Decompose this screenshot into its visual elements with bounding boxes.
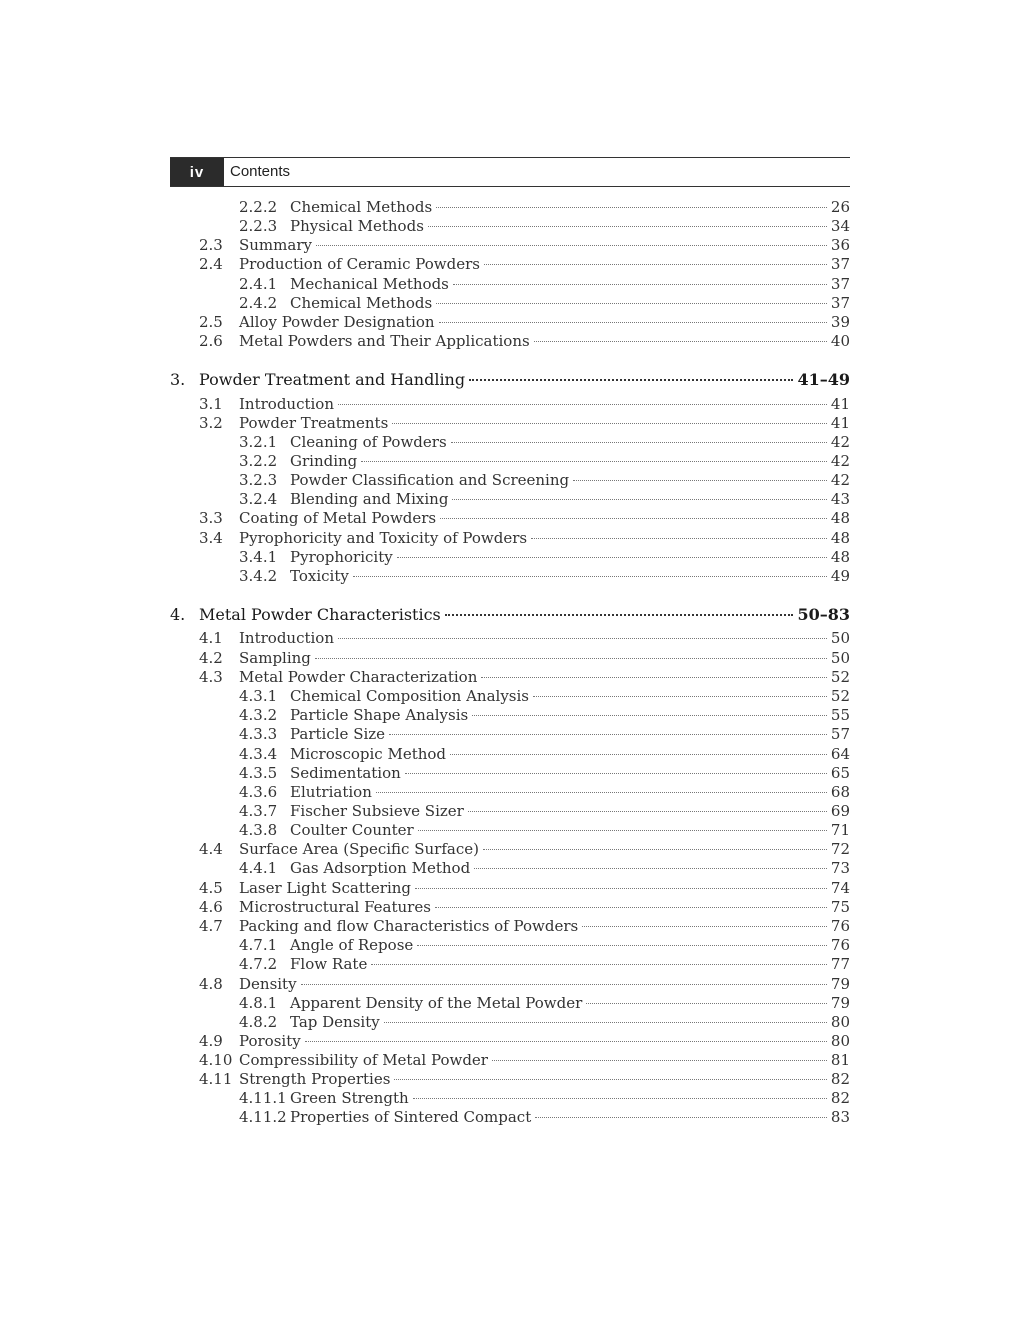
toc-entry[interactable] xyxy=(0,414,1020,433)
toc-entry-number: 2.4.1 xyxy=(239,275,278,293)
toc-entry[interactable] xyxy=(0,649,1020,668)
toc-entry-line xyxy=(290,859,850,878)
toc-entry[interactable] xyxy=(0,198,1020,217)
toc-entry-line xyxy=(290,275,850,294)
toc-entry-page: 41 xyxy=(830,414,850,432)
toc-entry[interactable] xyxy=(0,471,1020,490)
toc-chapter-entry[interactable] xyxy=(0,370,1020,389)
toc-entry-line xyxy=(239,395,850,414)
toc-entry-page: 48 xyxy=(830,529,850,547)
toc-entry-number: 4.6 xyxy=(199,898,223,916)
toc-entry-page: 48 xyxy=(830,548,850,566)
toc-entry-line xyxy=(290,821,850,840)
toc-entry[interactable] xyxy=(0,332,1020,351)
toc-entry-line xyxy=(290,936,850,955)
toc-entry-title: Sedimentation xyxy=(290,764,401,782)
dot-leader xyxy=(316,245,827,246)
dot-leader xyxy=(301,984,827,985)
dot-leader xyxy=(452,499,826,500)
toc-entry-page: 49 xyxy=(830,567,850,585)
toc-entry-number: 4.8 xyxy=(199,975,223,993)
toc-entry-line xyxy=(239,313,850,332)
toc-entry[interactable] xyxy=(0,629,1020,648)
toc-entry-title: Surface Area (Specific Surface) xyxy=(239,840,479,858)
toc-entry-page: 65 xyxy=(830,764,850,782)
toc-entry-line xyxy=(239,629,850,648)
toc-entry-title: Tap Density xyxy=(290,1013,380,1031)
dot-leader xyxy=(305,1041,827,1042)
toc-entry-number: 3.2.1 xyxy=(239,433,278,451)
dot-leader xyxy=(397,557,827,558)
toc-entry-title: Density xyxy=(239,975,297,993)
toc-entry-title: Powder Treatments xyxy=(239,414,389,432)
toc-entry-number: 3.2.2 xyxy=(239,452,278,470)
toc-entry-number: 4.2 xyxy=(199,649,223,667)
toc-entry[interactable] xyxy=(0,859,1020,878)
toc-entry-number: 4.4 xyxy=(199,840,223,858)
toc-entry-page: 26 xyxy=(830,198,850,216)
toc-entry[interactable] xyxy=(0,1089,1020,1108)
toc-entry-number: 3.1 xyxy=(199,395,223,413)
dot-leader xyxy=(418,830,827,831)
toc-entry[interactable] xyxy=(0,879,1020,898)
toc-entry-number: 4.11.1 xyxy=(239,1089,287,1107)
toc-entry-number: 4.3.7 xyxy=(239,802,278,820)
dot-leader xyxy=(415,888,827,889)
toc-entry[interactable] xyxy=(0,936,1020,955)
toc-entry[interactable] xyxy=(0,509,1020,528)
toc-entry-number: 2.2.3 xyxy=(239,217,278,235)
dot-leader xyxy=(338,404,827,405)
dot-leader xyxy=(469,379,793,381)
toc-entry-page: 74 xyxy=(830,879,850,897)
dot-leader xyxy=(436,207,827,208)
toc-entry-title: Gas Adsorption Method xyxy=(290,859,471,877)
toc-entry-line xyxy=(239,879,850,898)
header-title: Contents xyxy=(230,163,291,180)
toc-entry-page: 80 xyxy=(830,1032,850,1050)
toc-entry-title: Alloy Powder Designation xyxy=(239,313,435,331)
toc-entry-page: 55 xyxy=(830,706,850,724)
toc-entry-title: Powder Classification and Screening xyxy=(290,471,570,489)
dot-leader xyxy=(315,658,827,659)
toc-entry-page: 50 xyxy=(830,629,850,647)
toc-entry-title: Introduction xyxy=(239,629,334,647)
toc-entry-title: Metal Powder Characterization xyxy=(239,668,478,686)
toc-entry-title: Mechanical Methods xyxy=(290,275,449,293)
toc-entry-number: 4.3.2 xyxy=(239,706,278,724)
toc-entry-number: 4.3 xyxy=(199,668,223,686)
toc-entry-title: Chemical Composition Analysis xyxy=(290,687,529,705)
toc-entry-page: 80 xyxy=(830,1013,850,1031)
toc-entry-number: 2.4 xyxy=(199,255,223,273)
toc-entry-number: 4.8.2 xyxy=(239,1013,278,1031)
toc-entry-line xyxy=(290,198,850,217)
toc-entry-page: 82 xyxy=(830,1089,850,1107)
toc-entry-title: Particle Shape Analysis xyxy=(290,706,469,724)
toc-entry[interactable] xyxy=(0,490,1020,509)
dot-leader xyxy=(394,1079,826,1080)
toc-entry-page: 69 xyxy=(830,802,850,820)
toc-entry-line xyxy=(290,783,850,802)
dot-leader xyxy=(445,614,794,616)
toc-entry-title: Microstructural Features xyxy=(239,898,431,916)
toc-entry-title: Fischer Subsieve Sizer xyxy=(290,802,464,820)
toc-entry-number: 3.4.1 xyxy=(239,548,278,566)
dot-leader xyxy=(376,792,827,793)
toc-entry-page: 34 xyxy=(830,217,850,235)
toc-entry-number: 4.5 xyxy=(199,879,223,897)
toc-entry[interactable] xyxy=(0,294,1020,313)
toc-entry-title: Chemical Methods xyxy=(290,198,433,216)
dot-leader xyxy=(484,264,827,265)
toc-entry-title: Compressibility of Metal Powder xyxy=(239,1051,488,1069)
toc-entry-title: Pyrophoricity xyxy=(290,548,393,566)
toc-entry[interactable] xyxy=(0,1070,1020,1089)
toc-entry-title: Properties of Sintered Compact xyxy=(290,1108,532,1126)
toc-entry-line xyxy=(290,471,850,490)
toc-entry-title: Porosity xyxy=(239,1032,301,1050)
toc-entry-number: 3.4.2 xyxy=(239,567,278,585)
toc-entry-line xyxy=(239,255,850,274)
toc-entry-page: 81 xyxy=(830,1051,850,1069)
dot-leader xyxy=(439,322,827,323)
toc-entry-line xyxy=(290,802,850,821)
toc-entry-line xyxy=(290,1089,850,1108)
toc-entry-page: 52 xyxy=(830,687,850,705)
toc-entry-page: 42 xyxy=(830,471,850,489)
toc-entry-title: Green Strength xyxy=(290,1089,409,1107)
toc-entry-page: 75 xyxy=(830,898,850,916)
toc-entry-page: 72 xyxy=(830,840,850,858)
toc-entry-page: 39 xyxy=(830,313,850,331)
toc-entry[interactable] xyxy=(0,955,1020,974)
toc-entry-title: Production of Ceramic Powders xyxy=(239,255,480,273)
dot-leader xyxy=(535,1117,827,1118)
toc-entry-line xyxy=(290,1108,850,1127)
toc-entry-page: 79 xyxy=(830,994,850,1012)
dot-leader xyxy=(468,811,827,812)
toc-entry-number: 4.10 xyxy=(199,1051,233,1069)
toc-entry[interactable] xyxy=(0,217,1020,236)
toc-entry-title: Microscopic Method xyxy=(290,745,447,763)
toc-entry-page: 77 xyxy=(830,955,850,973)
toc-entry-line xyxy=(239,1070,850,1089)
toc-entry-number: 4.9 xyxy=(199,1032,223,1050)
toc-chapter-entry[interactable] xyxy=(0,605,1020,624)
toc-entry-line xyxy=(239,649,850,668)
toc-entry-title: Packing and flow Characteristics of Powders xyxy=(239,917,579,935)
toc-entry-number: 4.3.5 xyxy=(239,764,278,782)
toc-entry-number: 4.7.1 xyxy=(239,936,278,954)
dot-leader xyxy=(582,926,827,927)
toc-entry-line xyxy=(239,917,850,936)
toc-entry[interactable] xyxy=(0,1032,1020,1051)
dot-leader xyxy=(472,715,827,716)
toc-entry-page: 50–83 xyxy=(797,605,850,624)
toc-entry-title: Chemical Methods xyxy=(290,294,433,312)
toc-entry[interactable] xyxy=(0,1013,1020,1032)
dot-leader xyxy=(384,1022,827,1023)
toc-entry-page: 52 xyxy=(830,668,850,686)
toc-entry-page: 37 xyxy=(830,255,850,273)
toc-entry-number: 2.3 xyxy=(199,236,223,254)
toc-entry-title: Toxicity xyxy=(290,567,349,585)
toc-entry-page: 36 xyxy=(830,236,850,254)
toc-entry-number: 4.3.8 xyxy=(239,821,278,839)
toc-entry-title: Powder Treatment and Handling xyxy=(199,370,466,389)
toc-entry-line xyxy=(239,414,850,433)
toc-entry-number: 2.5 xyxy=(199,313,223,331)
toc-entry-page: 82 xyxy=(830,1070,850,1088)
toc-entry-title: Cleaning of Powders xyxy=(290,433,447,451)
dot-leader xyxy=(492,1060,827,1061)
dot-leader xyxy=(417,945,827,946)
toc-entry-line xyxy=(290,764,850,783)
toc-entry-title: Metal Powders and Their Applications xyxy=(239,332,530,350)
toc-entry-line xyxy=(290,490,850,509)
toc-entry[interactable] xyxy=(0,994,1020,1013)
toc-entry[interactable] xyxy=(0,236,1020,255)
dot-leader xyxy=(474,868,827,869)
dot-leader xyxy=(338,638,827,639)
toc-entry-page: 42 xyxy=(830,433,850,451)
dot-leader xyxy=(534,341,827,342)
dot-leader xyxy=(586,1003,827,1004)
toc-entry-line xyxy=(290,548,850,567)
page-number-box: iv xyxy=(170,158,224,186)
toc-entry-number: 4.3.3 xyxy=(239,725,278,743)
toc-entry-title: Strength Properties xyxy=(239,1070,391,1088)
dot-leader xyxy=(371,964,827,965)
toc-entry-title: Coulter Counter xyxy=(290,821,414,839)
toc-entry-page: 48 xyxy=(830,509,850,527)
toc-entry-title: Pyrophoricity and Toxicity of Powders xyxy=(239,529,528,547)
toc-entry-line xyxy=(239,332,850,351)
toc-entry-line xyxy=(199,605,850,624)
toc-entry-page: 42 xyxy=(830,452,850,470)
toc-entry-number: 4.11.2 xyxy=(239,1108,287,1126)
toc-entry-line xyxy=(290,955,850,974)
toc-entry-number: 4.1 xyxy=(199,629,223,647)
toc-entry-title: Laser Light Scattering xyxy=(239,879,412,897)
dot-leader xyxy=(405,773,827,774)
toc-entry-title: Particle Size xyxy=(290,725,386,743)
toc-entry-line xyxy=(239,1051,850,1070)
toc-entry-line xyxy=(290,687,850,706)
toc-entry-title: Angle of Repose xyxy=(290,936,414,954)
toc-entry[interactable] xyxy=(0,764,1020,783)
toc-entry-page: 50 xyxy=(830,649,850,667)
toc-entry-title: Sampling xyxy=(239,649,311,667)
toc-entry[interactable] xyxy=(0,452,1020,471)
toc-entry-number: 4.3.6 xyxy=(239,783,278,801)
toc-entry-number: 3.4 xyxy=(199,529,223,547)
toc-entry-number: 4.3.4 xyxy=(239,745,278,763)
running-header xyxy=(170,157,850,187)
toc-entry-title: Coating of Metal Powders xyxy=(239,509,437,527)
toc-entry-line xyxy=(239,668,850,687)
toc-entry-page: 57 xyxy=(830,725,850,743)
dot-leader xyxy=(481,677,827,678)
toc-entry[interactable] xyxy=(0,745,1020,764)
toc-entry-title: Introduction xyxy=(239,395,334,413)
toc-entry-page: 37 xyxy=(830,275,850,293)
toc-entry-page: 64 xyxy=(830,745,850,763)
toc-entry-page: 41–49 xyxy=(797,370,850,389)
toc-entry-number: 2.2.2 xyxy=(239,198,278,216)
toc-entry-title: Flow Rate xyxy=(290,955,368,973)
toc-entry-number: 4.7.2 xyxy=(239,955,278,973)
dot-leader xyxy=(435,907,827,908)
dot-leader xyxy=(573,480,827,481)
toc-entry[interactable] xyxy=(0,975,1020,994)
dot-leader xyxy=(483,849,827,850)
dot-leader xyxy=(533,696,827,697)
toc-entry-page: 40 xyxy=(830,332,850,350)
toc-entry-number: 4.8.1 xyxy=(239,994,278,1012)
dot-leader xyxy=(361,461,827,462)
toc-entry[interactable] xyxy=(0,821,1020,840)
dot-leader xyxy=(389,734,827,735)
toc-entry-line xyxy=(290,567,850,586)
dot-leader xyxy=(531,538,827,539)
dot-leader xyxy=(392,423,827,424)
toc-entry-number: 4.11 xyxy=(199,1070,233,1088)
toc-entry[interactable] xyxy=(0,313,1020,332)
toc-entry[interactable] xyxy=(0,1051,1020,1070)
toc-entry-line xyxy=(290,706,850,725)
toc-entry-line xyxy=(239,975,850,994)
toc-entry-line xyxy=(199,370,850,389)
toc-entry-number: 4.3.1 xyxy=(239,687,278,705)
toc-entry-page: 83 xyxy=(830,1108,850,1126)
toc-entry-title: Summary xyxy=(239,236,312,254)
toc-entry[interactable] xyxy=(0,840,1020,859)
dot-leader xyxy=(353,576,827,577)
toc-entry[interactable] xyxy=(0,668,1020,687)
toc-entry-number: 3.2 xyxy=(199,414,223,432)
toc-entry[interactable] xyxy=(0,917,1020,936)
toc-entry-page: 43 xyxy=(830,490,850,508)
toc-entry[interactable] xyxy=(0,1108,1020,1127)
toc-entry-page: 71 xyxy=(830,821,850,839)
toc-entry-line xyxy=(239,898,850,917)
toc-entry-number: 3. xyxy=(170,370,186,389)
toc-entry[interactable] xyxy=(0,433,1020,452)
toc-entry-number: 3.2.4 xyxy=(239,490,278,508)
toc-entry-line xyxy=(290,433,850,452)
toc-entry[interactable] xyxy=(0,275,1020,294)
toc-entry[interactable] xyxy=(0,706,1020,725)
toc-entry-line xyxy=(239,236,850,255)
dot-leader xyxy=(428,226,827,227)
toc-entry[interactable] xyxy=(0,255,1020,274)
toc-entry[interactable] xyxy=(0,529,1020,548)
dot-leader xyxy=(440,518,827,519)
toc-entry-page: 41 xyxy=(830,395,850,413)
toc-entry-line xyxy=(239,840,850,859)
toc-entry-number: 4.4.1 xyxy=(239,859,278,877)
toc-entry-line xyxy=(290,452,850,471)
toc-entry[interactable] xyxy=(0,898,1020,917)
toc-entry[interactable] xyxy=(0,802,1020,821)
toc-entry-line xyxy=(290,217,850,236)
toc-entry-line xyxy=(290,725,850,744)
toc-entry-page: 76 xyxy=(830,936,850,954)
toc-entry[interactable] xyxy=(0,783,1020,802)
toc-entry-line xyxy=(239,509,850,528)
toc-entry-title: Grinding xyxy=(290,452,358,470)
toc-entry[interactable] xyxy=(0,395,1020,414)
dot-leader xyxy=(450,754,827,755)
toc-entry-number: 2.4.2 xyxy=(239,294,278,312)
toc-entry-number: 2.6 xyxy=(199,332,223,350)
toc-entry[interactable] xyxy=(0,725,1020,744)
toc-entry-title: Elutriation xyxy=(290,783,372,801)
toc-entry-title: Blending and Mixing xyxy=(290,490,449,508)
toc-entry-page: 79 xyxy=(830,975,850,993)
toc-entry-title: Apparent Density of the Metal Powder xyxy=(290,994,583,1012)
toc-entry-page: 68 xyxy=(830,783,850,801)
toc-entry-number: 4.7 xyxy=(199,917,223,935)
toc-entry-line xyxy=(290,994,850,1013)
toc-entry[interactable] xyxy=(0,567,1020,586)
toc-entry-page: 73 xyxy=(830,859,850,877)
toc-entry-title: Physical Methods xyxy=(290,217,424,235)
toc-entry-number: 3.2.3 xyxy=(239,471,278,489)
toc-entry-number: 4. xyxy=(170,605,186,624)
toc-entry-number: 3.3 xyxy=(199,509,223,527)
toc-entry-line xyxy=(290,1013,850,1032)
toc-entry-line xyxy=(290,294,850,313)
toc-entry-line xyxy=(239,1032,850,1051)
dot-leader xyxy=(451,442,827,443)
dot-leader xyxy=(453,284,827,285)
toc-entry-page: 76 xyxy=(830,917,850,935)
toc-entry-page: 37 xyxy=(830,294,850,312)
toc-entry-line xyxy=(290,745,850,764)
toc-entry[interactable] xyxy=(0,548,1020,567)
toc-entry-title: Metal Powder Characteristics xyxy=(199,605,441,624)
dot-leader xyxy=(436,303,827,304)
dot-leader xyxy=(413,1098,827,1099)
toc-entry[interactable] xyxy=(0,687,1020,706)
toc-entry-line xyxy=(239,529,850,548)
